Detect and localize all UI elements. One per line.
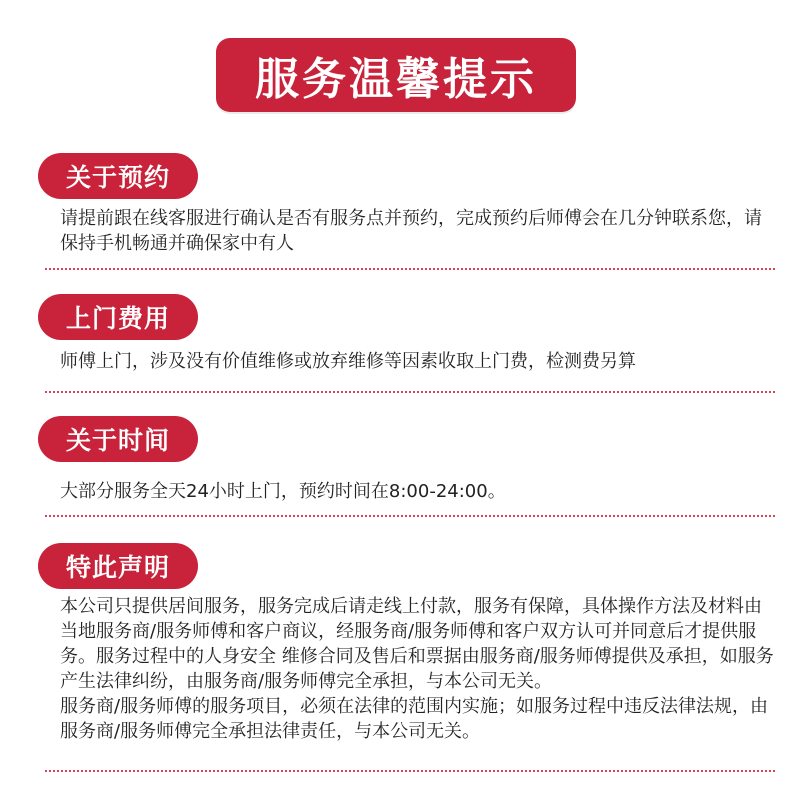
section-paragraph: 服务商/服务师傅的服务项目，必须在法律的范围内实施；如服务过程中违反法律法规，由服务商/服务师傅完全承担法律责任，与本公司无关。 xyxy=(60,696,769,742)
section-body-fee xyxy=(60,349,775,374)
section-body-statement xyxy=(60,594,775,744)
section-paragraph: 请提前跟在线客服进行确认是否有服务点并预约，完成预约后师傅会在几分钟联系您，请保持手机畅通并确保家中有人 xyxy=(60,208,762,254)
section-divider xyxy=(45,391,775,393)
section-label-statement: 特此声明 xyxy=(38,543,198,589)
section-divider xyxy=(45,515,775,517)
section-body-appointment xyxy=(60,206,775,256)
section-divider xyxy=(45,268,775,270)
section-label-appointment: 关于预约 xyxy=(38,153,198,199)
section-body-time xyxy=(60,479,775,504)
section-label-fee: 上门费用 xyxy=(38,294,198,340)
section-paragraph: 大部分服务全天24小时上门，预约时间在8:00-24:00。 xyxy=(60,481,506,502)
section-paragraph: 师傅上门，涉及没有价值维修或放弃维修等因素收取上门费，检测费另算 xyxy=(60,351,636,372)
page-title: 服务温馨提示 xyxy=(216,38,576,112)
section-paragraph: 本公司只提供居间服务，服务完成后请走线上付款，服务有保障，具体操作方法及材料由当地服务商/服务师傅和客户商议，经服务商/服务师傅和客户双方认可并同意后才提供服务。服务过程中的人身安全 维修合同及售后和票据由服务商/服务师傅提供及承担，如服务产生法律纠纷，由服务商/服务师傅完全承担，与本公司无关。 xyxy=(60,596,774,692)
section-label-time: 关于时间 xyxy=(38,416,198,462)
section-divider xyxy=(45,770,775,772)
